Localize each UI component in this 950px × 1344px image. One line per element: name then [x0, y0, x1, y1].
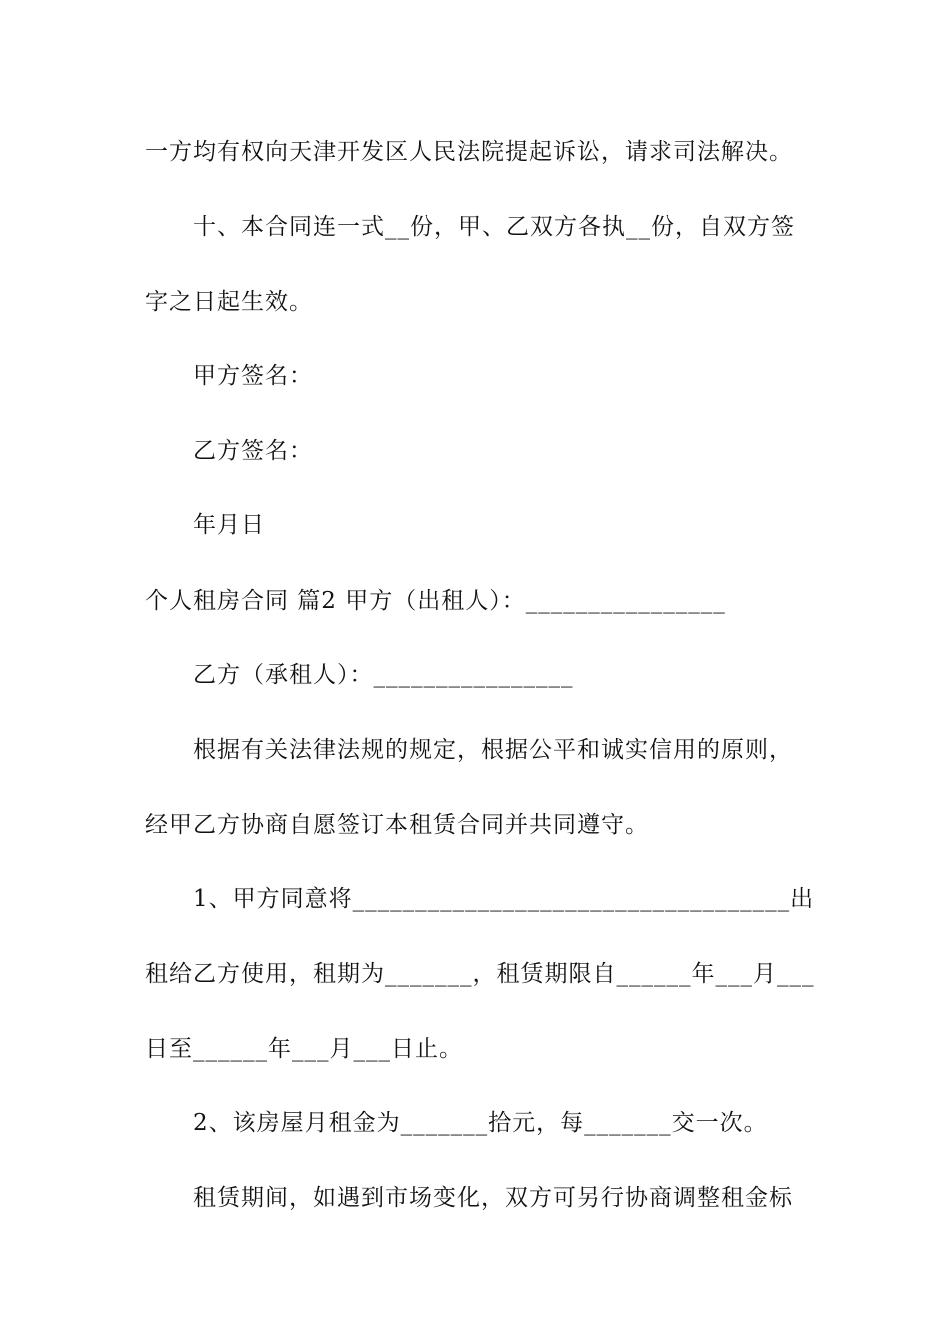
text-line-lessee: 乙方（承租人）：________________ — [193, 662, 574, 688]
text-line-legal-basis: 根据有关法律法规的规定，根据公平和诚实信用的原则， — [193, 737, 793, 763]
text-line-rent-adjustment: 租赁期间，如遇到市场变化，双方可另行协商调整租金标 — [193, 1185, 793, 1211]
text-line-litigation: 一方均有权向天津开发区人民法院提起诉讼，请求司法解决。 — [145, 139, 793, 165]
text-line-lease-end: 日至______年___月___日止。 — [145, 1036, 463, 1062]
text-line-party-b-signature: 乙方签名： — [193, 438, 313, 464]
text-line-clause-two: 2、该房屋月租金为_______拾元，每_______交一次。 — [193, 1110, 768, 1136]
text-line-clause-ten: 十、本合同连一式__份，甲、乙双方各执__份，自双方签 — [193, 214, 795, 240]
text-line-lease-term: 租给乙方使用，租期为_______，租赁期限自______年___月___ — [145, 961, 815, 987]
text-line-clause-one: 1、甲方同意将___________________________________出 — [193, 886, 815, 912]
text-line-date: 年月日 — [193, 512, 265, 538]
text-line-contract-heading: 个人租房合同 篇2 甲方（出租人）：________________ — [145, 588, 726, 614]
text-line-effective-date: 字之日起生效。 — [145, 289, 313, 315]
text-line-party-a-signature: 甲方签名： — [193, 363, 313, 389]
text-line-agreement: 经甲乙方协商自愿签订本租赁合同并共同遵守。 — [145, 812, 649, 838]
